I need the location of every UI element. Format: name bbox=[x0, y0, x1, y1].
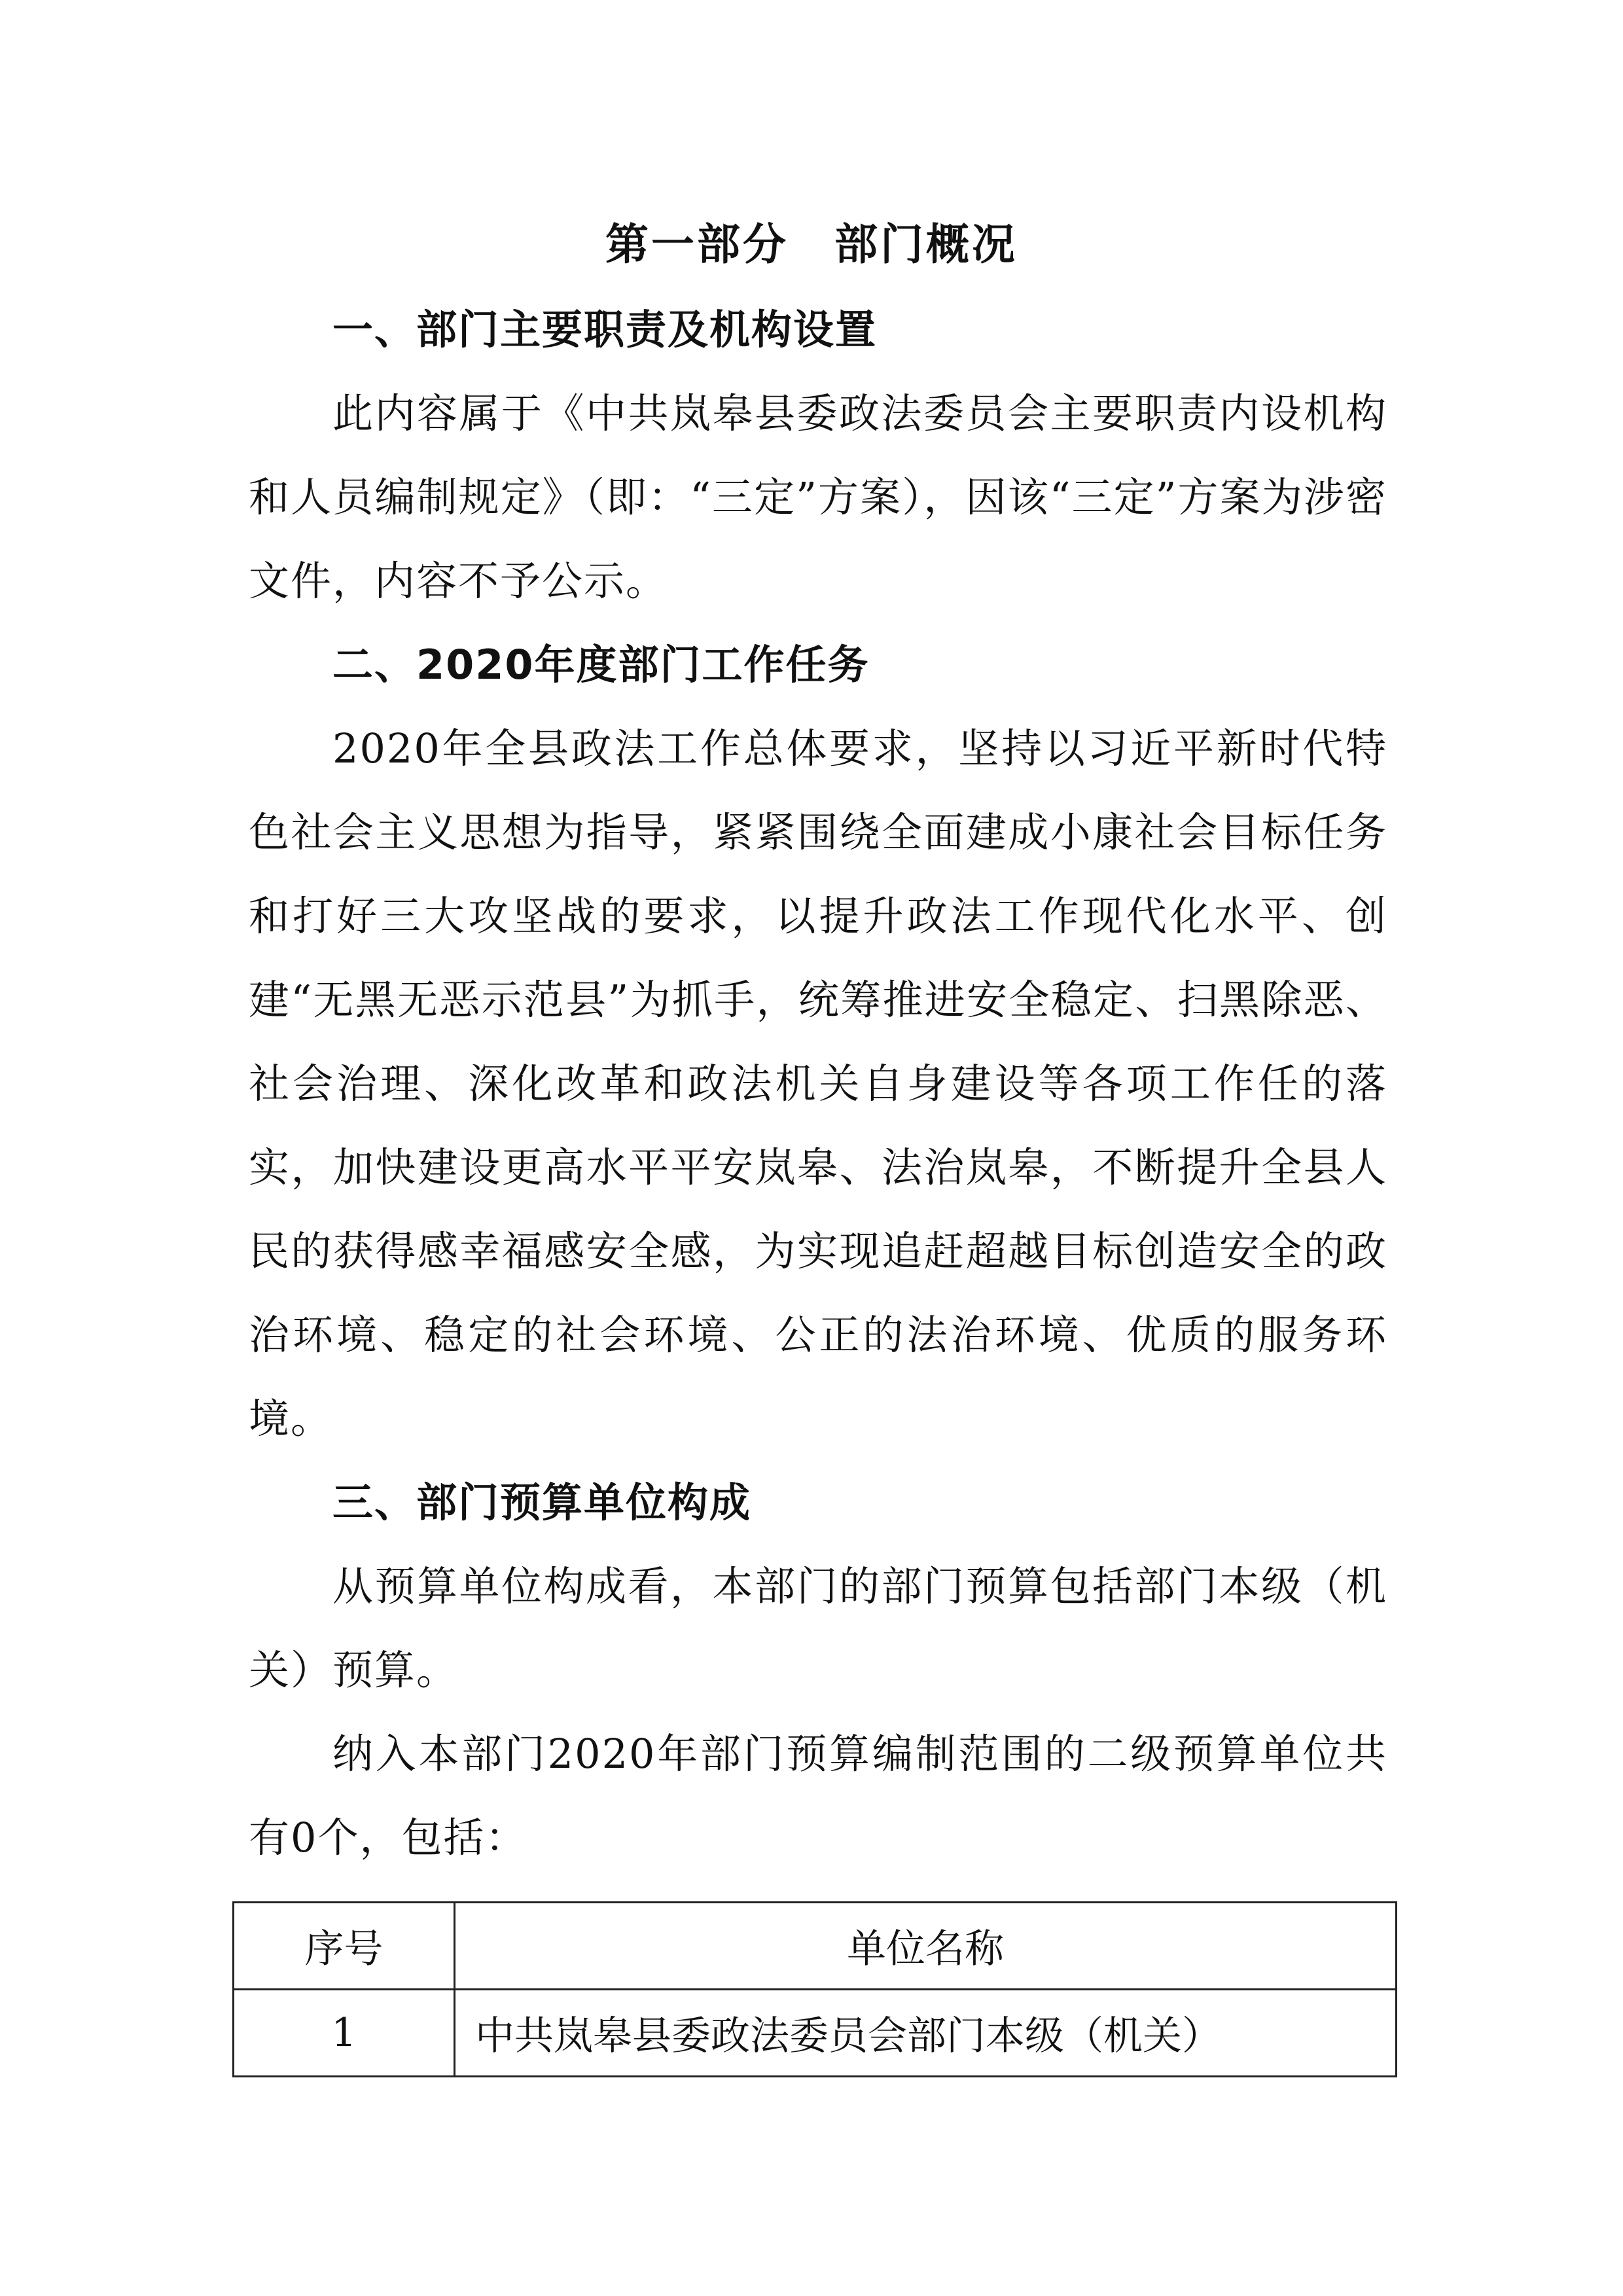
page-title bbox=[0, 209, 1623, 272]
paragraph-units-secondary: 纳入本部门2020年部门预算编制范围的二级预算单位共有0个，包括： bbox=[249, 1730, 1387, 1861]
table-header-row bbox=[234, 1903, 1397, 1990]
table-header-unit-name: 单位名称 bbox=[455, 1903, 1397, 1990]
table-header-seq: 序号 bbox=[234, 1903, 455, 1990]
title-part: 第一部分 bbox=[605, 219, 789, 270]
paragraph-units-composition: 从预算单位构成看，本部门的部门预算包括部门本级（机关）预算。 bbox=[249, 1562, 1387, 1694]
section-heading-duties: 一、部门主要职责及机构设置 bbox=[332, 306, 878, 353]
table-row bbox=[234, 1990, 1397, 2077]
section-heading-units: 三、部门预算单位构成 bbox=[332, 1479, 752, 1526]
title-name: 部门概况 bbox=[834, 219, 1018, 270]
table-cell-unit-name: 中共岚皋县委政法委员会部门本级（机关） bbox=[455, 1990, 1397, 2077]
section-heading-tasks: 二、2020年度部门工作任务 bbox=[332, 641, 870, 689]
document-body bbox=[249, 288, 1387, 1880]
paragraph-tasks: 2020年全县政法工作总体要求，坚持以习近平新时代特色社会主义思想为指导，紧紧围绕全面建成小康社会目标任务和打好三大攻坚战的要求，以提升政法工作现代化水平、创建“无黑无恶示范县”为抓手，统筹推进安全稳定、扫黑除恶、社会治理、深化改革和政法机关自身建设等各项工作任的落实，加快建设更高水平平安岚皋、法治岚皋，不断提升全县人民的获得感幸福感安全感，为实现追赶超越目标创造安全的政治环境、稳定的社会环境、公正的法治环境、优质的服务环境。 bbox=[249, 725, 1387, 1443]
table-cell-seq: 1 bbox=[234, 1990, 455, 2077]
paragraph-duties: 此内容属于《中共岚皋县委政法委员会主要职责内设机构和人员编制规定》（即：“三定”方案），因该“三定”方案为涉密文件，内容不予公示。 bbox=[249, 389, 1387, 605]
budget-units-table bbox=[232, 1901, 1397, 2077]
